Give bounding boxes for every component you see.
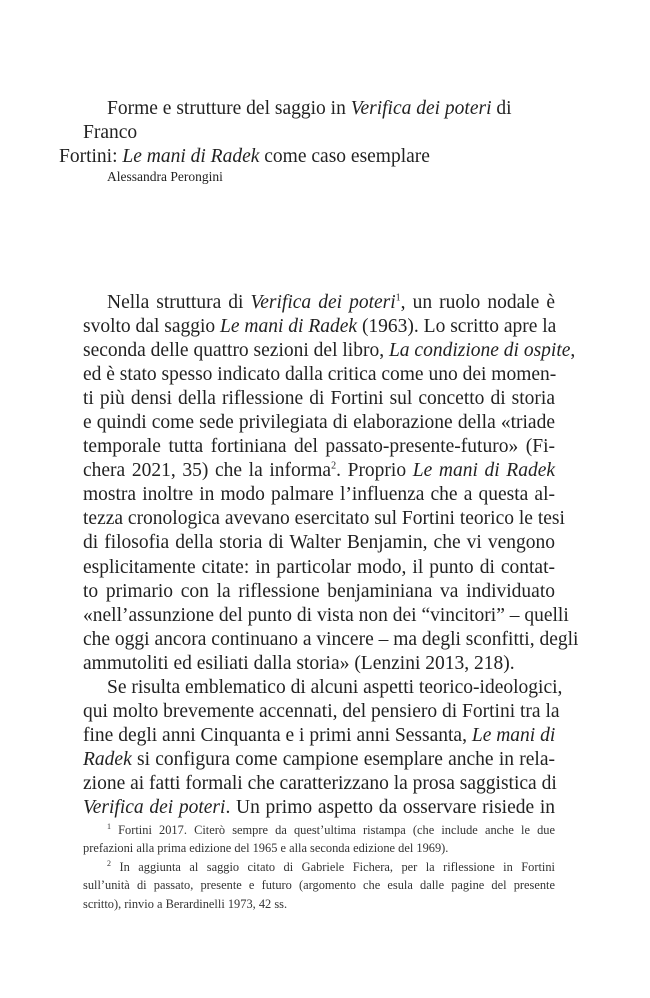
text-line: Verifica dei poteri. Un primo aspetto da osservare risiede in (83, 796, 556, 818)
footnote-ref-1[interactable]: 1 (395, 292, 401, 304)
text-line: seconda delle quattro sezioni del libro, La condizione di ospite, (83, 340, 576, 362)
title-text: di Franco (83, 98, 512, 143)
text-line: fine degli anni Cinquanta e i primi anni Sessanta, Le mani di (83, 724, 556, 746)
text-line: chera 2021, 35) che la informa$^2$. Proprio Le mani di Radek (83, 460, 556, 482)
footnotes (83, 821, 555, 913)
text-line: di filosofia della storia di Walter Benjamin, che vi vengono (83, 532, 555, 554)
text-line: esplicitamente citate: in particolar modo, il punto di contat- (83, 556, 555, 578)
title-essay-name: Le mani di Radek (122, 146, 260, 167)
footnote-1 (83, 821, 555, 858)
text-line: zione ai fatti formali che caratterizzano la prosa saggistica di (83, 772, 557, 794)
footnote-line: $^1$ Fortini 2017. Citerò sempre da quest’ultima ristampa (che include anche le due (107, 821, 555, 837)
text-line: Nella struttura di Verifica dei poteri$^1$, un ruolo nodale è (107, 292, 555, 313)
text-line: mostra inoltre in modo palmare l’influenza che a questa al- (83, 484, 555, 506)
footnote-2 (83, 858, 555, 913)
title-text: come caso esemplare (259, 146, 430, 167)
title-text: Forme e strutture del saggio in (107, 98, 351, 119)
footnote-line: $^2$ In aggiunta al saggio citato di Gabriele Fichera, per la riflessione in Fortini (107, 858, 556, 874)
footnote-line: prefazioni alla prima edizione del 1965 e alla seconda edizione del 1969). (83, 841, 449, 856)
text-line: ti più densi della riflessione di Fortini sul concetto di storia (83, 388, 555, 410)
title-text: Fortini: (59, 146, 123, 167)
text-line: temporale tutta fortiniana del passato-presente-futuro» (Fi- (83, 436, 555, 458)
text-line: «nell’assunzione del punto di vista non dei “vincitori” – quelli (83, 604, 569, 626)
author-name: Alessandra Perongini (107, 169, 223, 184)
footnote-number: 1 (107, 821, 111, 831)
article-title (59, 97, 563, 169)
footnote-line: sull’unità di passato, presente e futuro (argomento che esula dalle pagine del presente (83, 878, 555, 893)
text-line: tezza cronologica avevano esercitato sul Fortini teorico le tesi (83, 508, 565, 530)
body-text (83, 291, 579, 820)
text-line: ed è stato spesso indicato dalla critica come uno dei momen- (83, 364, 557, 386)
footnote-number: 2 (107, 858, 111, 868)
paragraph-2 (83, 676, 563, 820)
paragraph-1 (83, 291, 579, 676)
text-line: che oggi ancora continuano a vincere – ma degli sconfitti, degli (83, 628, 579, 650)
text-line: ammutoliti ed esiliati dalla storia» (Lenzini 2013, 218). (83, 652, 515, 674)
text-line: Se risulta emblematico di alcuni aspetti teorico-ideologici, (107, 676, 563, 698)
footnote-line: scritto), rinvio a Berardinelli 1973, 42 ss. (83, 896, 288, 911)
title-book-name: Verifica dei poteri (350, 98, 492, 119)
text-line: Radek si configura come campione esemplare anche in rela- (83, 748, 555, 770)
text-line: to primario con la riflessione benjaminiana va individuato (83, 580, 555, 602)
text-line: svolto dal saggio Le mani di Radek (1963). Lo scritto apre la (83, 316, 557, 338)
text-line: e quindi come sede privilegiata di elaborazione della «triade (83, 412, 555, 434)
text-line: qui molto brevemente accennati, del pensiero di Fortini tra la (83, 700, 560, 722)
footnote-ref-2[interactable]: 2 (331, 460, 337, 472)
